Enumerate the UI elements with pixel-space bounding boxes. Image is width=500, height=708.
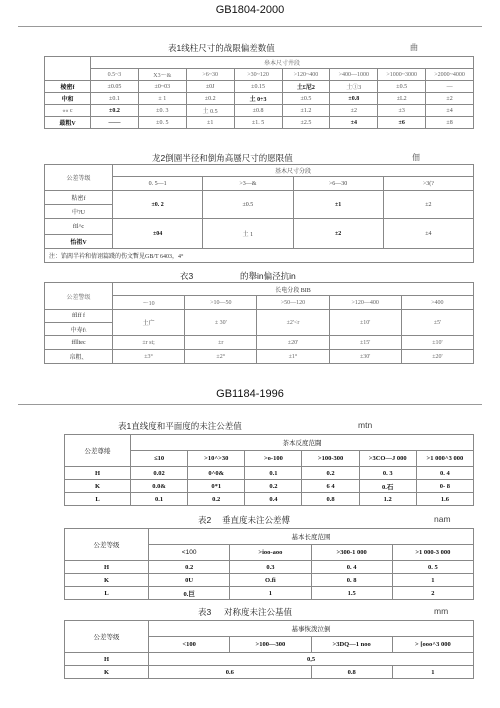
table5-range: >ioo-aoo — [230, 545, 311, 561]
table4-caption: 表1直线度和平面度的未注公差值 — [118, 421, 242, 431]
table-cell: ±0.05 — [91, 81, 139, 93]
table6-group-header: 基事恢泼泣倒 — [149, 621, 474, 637]
table-cell: 1.5 — [311, 587, 392, 600]
table2-range: 0. 5—1 — [113, 177, 203, 191]
table-cell: ±04 — [113, 219, 203, 249]
table3-range: >50—120 — [257, 296, 329, 310]
table2-range: >6—30 — [293, 177, 383, 191]
table-cell: 0. 5 — [392, 561, 473, 574]
table-cell: ±1 — [186, 117, 234, 129]
section-title-gb1184: GB1184-1996 — [216, 388, 284, 400]
table-cell: ±10' — [329, 310, 401, 336]
table1 — [44, 56, 474, 129]
table3-caption-prefix: 衣3 — [180, 271, 194, 281]
table-cell: 0.2 — [149, 561, 230, 574]
table-row — [65, 574, 474, 587]
grade-label: fflltec — [45, 336, 113, 350]
table1-range: 0.5~3 — [91, 69, 139, 81]
table-cell: ±4 — [383, 219, 473, 249]
table-cell: 0.3 — [230, 561, 311, 574]
table1-range: >30~120 — [234, 69, 282, 81]
table-cell: 1 — [392, 666, 473, 679]
table-cell: 0.2 — [188, 493, 245, 506]
table2-range: >3—& — [203, 177, 293, 191]
table-cell: ±5' — [401, 310, 473, 336]
table4-range: >3CO—J 000 — [359, 451, 416, 467]
table-row — [65, 467, 474, 480]
table4-range: >10^>30 — [188, 451, 245, 467]
table-cell: ±2'<r — [257, 310, 329, 336]
table-cell: ±0.1 — [91, 93, 139, 105]
table-cell: 0. 8 — [311, 574, 392, 587]
table1-range: >6~30 — [186, 69, 234, 81]
table4-group-header: 茶本反度范闘 — [131, 435, 474, 451]
table-cell: ± 30' — [185, 310, 257, 336]
table-row — [65, 666, 474, 679]
grade-label: 怡祖V — [45, 235, 113, 249]
table1-grade-header — [45, 57, 91, 81]
grade-label: fflff f — [45, 310, 113, 323]
table-cell: ±L2 — [378, 93, 426, 105]
table6-range: >3DQ—1 noo — [311, 637, 392, 653]
table2-unit: 佃 — [412, 153, 420, 162]
table-cell: 1 — [230, 587, 311, 600]
table-cell: 0,5 — [149, 653, 474, 666]
table5 — [64, 528, 474, 600]
table6-caption-prefix: 表3 — [198, 607, 212, 617]
table-cell: 土 0÷3 — [234, 93, 282, 105]
table-cell: 0.0& — [131, 480, 188, 493]
table-cell: 土 1 — [203, 219, 293, 249]
table2-range: >3(? — [383, 177, 473, 191]
table-row — [65, 587, 474, 600]
table-cell: 0. 3 — [359, 467, 416, 480]
table3-grade-header: 公差警级 — [45, 283, 113, 310]
table4 — [64, 434, 474, 506]
table-cell: ±30' — [329, 350, 401, 364]
table-cell: ±0.15 — [234, 81, 282, 93]
table4-range: ≤10 — [131, 451, 188, 467]
grade-label: 中?U — [45, 205, 113, 219]
table-cell: ±0.8 — [234, 105, 282, 117]
table-cell: 土①3 — [330, 81, 378, 93]
table-cell: ±1 — [293, 191, 383, 219]
table-cell: 1.6 — [416, 493, 473, 506]
table1-range: >400—1000 — [330, 69, 378, 81]
grade-label: H — [65, 467, 131, 480]
table-cell: 0.2 — [245, 480, 302, 493]
grade-label: 粘密f — [45, 191, 113, 205]
table5-range: <100 — [149, 545, 230, 561]
grade-label: L — [65, 493, 131, 506]
table-cell: ±0.8 — [330, 93, 378, 105]
table3-range: ～10 — [113, 296, 185, 310]
table-cell: ±2 — [426, 93, 474, 105]
section-divider — [18, 404, 482, 405]
section-divider — [18, 26, 482, 27]
table6-range: <100 — [149, 637, 230, 653]
table-cell: 土 0.5 — [186, 105, 234, 117]
table-cell: ±0. 5 — [138, 117, 186, 129]
table3-range: >10—50 — [185, 296, 257, 310]
table5-unit: nam — [434, 514, 451, 524]
table-cell: ±10' — [401, 336, 473, 350]
table-cell: ±15' — [329, 336, 401, 350]
table4-range: >o-100 — [245, 451, 302, 467]
table-cell: 1.2 — [359, 493, 416, 506]
table-cell: 0.8 — [302, 493, 359, 506]
table5-caption: 垂直度未注公差傅 — [222, 515, 291, 525]
table-cell: ±0. 2 — [113, 191, 203, 219]
table-row — [45, 105, 474, 117]
table-cell: ±0.2 — [186, 93, 234, 105]
grade-label: K — [65, 480, 131, 493]
table-cell: 6 4 — [302, 480, 359, 493]
table1-range: X3～& — [138, 69, 186, 81]
table-cell: 0- 8 — [416, 480, 473, 493]
grade-label: 帛粗、 — [45, 350, 113, 364]
grade-label: K — [65, 574, 149, 587]
table-row — [45, 93, 474, 105]
table3-range: >400 — [401, 296, 473, 310]
table-cell: ±20' — [401, 350, 473, 364]
table2-caption: 龙2倒園半径和倒角高蜃尺寸的愿限值 — [152, 153, 293, 163]
table1-range: >2000~4000 — [426, 69, 474, 81]
table1-range: >1000~3000 — [378, 69, 426, 81]
table4-grade-header: 公差尊绻 — [65, 435, 131, 467]
table-cell: 0.4 — [245, 493, 302, 506]
table-cell: 0^0& — [188, 467, 245, 480]
grade-label: 棱密f — [45, 81, 91, 93]
table4-range: >100-300 — [302, 451, 359, 467]
table-cell: ±0.5 — [203, 191, 293, 219]
table-cell: 0.1 — [131, 493, 188, 506]
table2 — [44, 164, 474, 263]
table-cell: 0.8 — [311, 666, 392, 679]
table-cell: ±0.5 — [378, 81, 426, 93]
table3 — [44, 282, 474, 364]
table-cell: ± 1 — [138, 93, 186, 105]
table-row — [65, 480, 474, 493]
table5-range: >300-1 000 — [311, 545, 392, 561]
table6-grade-header: 公差等级 — [65, 621, 149, 653]
table-row — [45, 81, 474, 93]
table-cell: ±6 — [378, 117, 426, 129]
table1-group-header: 皋本尺寸井段 — [91, 57, 474, 69]
table-cell: ±2.5 — [282, 117, 330, 129]
table-cell: 0U — [149, 574, 230, 587]
table-cell: 0.02 — [131, 467, 188, 480]
table5-range: >1 000-3 000 — [392, 545, 473, 561]
grade-label: 中寿f\ — [45, 323, 113, 336]
table1-caption: 表1线柱尺寸的战限偏差数值 — [168, 43, 275, 53]
table-cell: ±8 — [426, 117, 474, 129]
table-cell: 0. 4 — [416, 467, 473, 480]
table-cell: ±4 — [426, 105, 474, 117]
table-cell: 0. 4 — [311, 561, 392, 574]
table-row — [45, 117, 474, 129]
table-cell: ±0.5 — [282, 93, 330, 105]
table-cell: ±2 — [383, 191, 473, 219]
table-cell: ±3° — [113, 350, 185, 364]
table-cell: ±0. 3 — [138, 105, 186, 117]
table-cell: 土£尼2 — [282, 81, 330, 93]
table-cell: ±0J — [186, 81, 234, 93]
grade-label: 中和 — [45, 93, 91, 105]
table3-caption: 的舉in偏泾抗in — [240, 271, 296, 281]
table3-range: >120—400 — [329, 296, 401, 310]
grade-label: H — [65, 653, 149, 666]
grade-label: K — [65, 666, 149, 679]
section-title-gb1804: GB1804-2000 — [215, 4, 285, 16]
table-cell: ±2 — [330, 105, 378, 117]
table-cell: — — [426, 81, 474, 93]
table-cell: O.fi — [230, 574, 311, 587]
table-cell: ±r st; — [113, 336, 185, 350]
table2-grade-header: 公差等级 — [45, 165, 113, 191]
table5-grade-header: 公差等级 — [65, 529, 149, 561]
table-cell: ±0~03 — [138, 81, 186, 93]
table3-group-header: 长电分段 BIB — [113, 283, 474, 296]
table6-caption: 对称度未注公基值 — [224, 607, 293, 617]
grade-label: 最粗V — [45, 117, 91, 129]
table6 — [64, 620, 474, 679]
table-cell: —— — [91, 117, 139, 129]
table-cell: 土广 — [113, 310, 185, 336]
table-cell: 0*1 — [188, 480, 245, 493]
table2-group-header: 基木尺寸分段 — [113, 165, 474, 177]
table5-group-header: 基本长度范围 — [149, 529, 474, 545]
table-row — [65, 653, 474, 666]
table-cell: ±2 — [293, 219, 383, 249]
table-cell: ±3 — [378, 105, 426, 117]
table6-range: >100—300 — [230, 637, 311, 653]
table-cell: ±1° — [257, 350, 329, 364]
table-cell: 1 — [392, 574, 473, 587]
table-cell: 0.石 — [359, 480, 416, 493]
table1-unit: 曲 — [410, 43, 418, 52]
table4-range: >1 000^3 000 — [416, 451, 473, 467]
table5-caption-prefix: 表2 — [198, 515, 212, 525]
table6-range: > [ooo^3 000 — [392, 637, 473, 653]
table2-note: 注：馅閭半衿和倩诩篇踐的伤文暫见GB/T 6403，4° — [45, 249, 474, 263]
grade-label: fIl^c — [45, 219, 113, 235]
table-cell: ±1. 5 — [234, 117, 282, 129]
table-cell: ±4 — [330, 117, 378, 129]
table4-unit: mtn — [358, 420, 373, 430]
table-cell: 0.6 — [149, 666, 312, 679]
table6-unit: mm — [434, 606, 449, 616]
table-cell: ±2° — [185, 350, 257, 364]
table-row — [65, 493, 474, 506]
table-cell: 0.巨 — [149, 587, 230, 600]
table-cell: ±0.2 — [91, 105, 139, 117]
grade-label: H — [65, 561, 149, 574]
table-cell: 0.1 — [245, 467, 302, 480]
table-cell: ±r — [185, 336, 257, 350]
table-cell: 0.2 — [302, 467, 359, 480]
grade-label: L — [65, 587, 149, 600]
table-row — [65, 561, 474, 574]
table-cell: ±20' — [257, 336, 329, 350]
table-cell: ±1.2 — [282, 105, 330, 117]
grade-label: «« c — [45, 105, 91, 117]
table-cell: 2 — [392, 587, 473, 600]
table1-range: >120~400 — [282, 69, 330, 81]
